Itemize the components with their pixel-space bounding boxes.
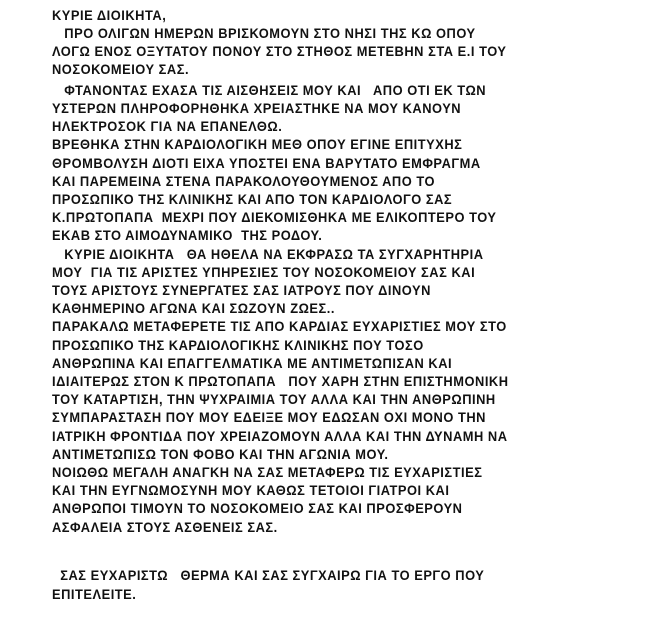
letter-line: ΑΝΘΡΩΠΟΙ ΤΙΜΟΥΝ ΤΟ ΝΟΣΟΚΟΜΕΙΟ ΣΑΣ ΚΑΙ ΠΡΟΣΦΕΡΟΥΝ <box>52 501 463 516</box>
letter-line: ΤΟΥΣ ΑΡΙΣΤΟΥΣ ΣΥΝΕΡΓΑΤΕΣ ΣΑΣ ΙΑΤΡΟΥΣ ΠΟΥ ΔΙΝΟΥΝ <box>52 283 431 298</box>
letter-line: ΛΟΓΩ ΕΝΟΣ ΟΞΥΤΑΤΟΥ ΠΟΝΟΥ ΣΤΟ ΣΤΗΘΟΣ ΜΕΤΕΒΗΝ ΣΤΑ Ε.Ι ΤΟΥ <box>52 44 507 59</box>
letter-line: ΦΤΑΝΟΝΤΑΣ ΕΧΑΣΑ ΤΙΣ ΑΙΣΘΗΣΕΙΣ ΜΟΥ ΚΑΙ ΑΠΟ ΟΤΙ ΕΚ ΤΩΝ <box>52 83 487 98</box>
letter-line: ΚΑΙ ΤΗΝ ΕΥΓΝΩΜΟΣΥΝΗ ΜΟΥ ΚΑΘΩΣ ΤΕΤΟΙΟΙ ΓΙΑΤΡΟΙ ΚΑΙ <box>52 483 450 498</box>
letter-closing: ΣΑΣ ΕΥΧΑΡΙΣΤΩ ΘΕΡΜΑ ΚΑΙ ΣΑΣ ΣΥΓΧΑΙΡΩ ΓΙΑ ΤΟ ΕΡΓΟ ΠΟΥ <box>52 568 485 583</box>
letter-line: ΗΛΕΚΤΡΟΣΟΚ ΓΙΑ ΝΑ ΕΠΑΝΕΛΘΩ. <box>52 119 283 134</box>
letter-line: ΒΡΕΘΗΚΑ ΣΤΗΝ ΚΑΡΔΙΟΛΟΓΙΚΗ ΜΕΘ ΟΠΟΥ ΕΓΙΝΕ ΕΠΙΤΥΧΗΣ <box>52 137 463 152</box>
letter-line: ΑΣΦΑΛΕΙΑ ΣΤΟΥΣ ΑΣΘΕΝΕΙΣ ΣΑΣ. <box>52 520 278 535</box>
letter-line: ΜΟΥ ΓΙΑ ΤΙΣ ΑΡΙΣΤΕΣ ΥΠΗΡΕΣΙΕΣ ΤΟΥ ΝΟΣΟΚΟΜΕΙΟΥ ΣΑΣ ΚΑΙ <box>52 265 476 280</box>
letter-line: ΠΡΟΣΩΠΙΚΟ ΤΗΣ ΚΛΙΝΙΚΗΣ ΚΑΙ ΑΠΟ ΤΟΝ ΚΑΡΔΙΟΛΟΓΟ ΣΑΣ <box>52 192 453 207</box>
letter-line: ΥΣΤΕΡΩΝ ΠΛΗΡΟΦΟΡΗΘΗΚΑ ΧΡΕΙΑΣΤΗΚΕ ΝΑ ΜΟΥ ΚΑΝΟΥΝ <box>52 101 462 116</box>
letter-line: ΠΑΡΑΚΑΛΩ ΜΕΤΑΦΕΡΕΤΕ ΤΙΣ ΑΠΟ ΚΑΡΔΙΑΣ ΕΥΧΑΡΙΣΤΙΕΣ ΜΟΥ ΣΤΟ <box>52 319 507 334</box>
letter-line: ΑΝΤΙΜΕΤΩΠΙΣΩ ΤΟΝ ΦΟΒΟ ΚΑΙ ΤΗΝ ΑΓΩΝΙΑ ΜΟΥ. <box>52 447 389 462</box>
letter-line: ΠΡΟΣΩΠΙΚΟ ΤΗΣ ΚΑΡΔΙΟΛΟΓΙΚΗΣ ΚΛΙΝΙΚΗΣ ΠΟΥ ΤΟΣΟ <box>52 338 424 353</box>
letter-line: ΙΑΤΡΙΚΗ ΦΡΟΝΤΙΔΑ ΠΟΥ ΧΡΕΙΑΖΟΜΟΥΝ ΑΛΛΑ ΚΑΙ ΤΗΝ ΔΥΝΑΜΗ ΝΑ <box>52 429 508 444</box>
letter-line: ΚΑΘΗΜΕΡΙΝΟ ΑΓΩΝΑ ΚΑΙ ΣΩΖΟΥΝ ΖΩΕΣ.. <box>52 301 335 316</box>
letter-closing: ΕΠΙΤΕΛΕΙΤΕ. <box>52 587 137 602</box>
letter-line: ΣΥΜΠΑΡΑΣΤΑΣΗ ΠΟΥ ΜΟΥ ΕΔΕΙΞΕ ΜΟΥ ΕΔΩΣΑΝ ΟΧΙ ΜΟΝΟ ΤΗΝ <box>52 410 486 425</box>
letter-line: ΝΟΙΩΘΩ ΜΕΓΑΛΗ ΑΝΑΓΚΗ ΝΑ ΣΑΣ ΜΕΤΑΦΕΡΩ ΤΙΣ ΕΥΧΑΡΙΣΤΙΕΣ <box>52 465 483 480</box>
letter-line: ΑΝΘΡΩΠΙΝΑ ΚΑΙ ΕΠΑΓΓΕΛΜΑΤΙΚΑ ΜΕ ΑΝΤΙΜΕΤΩΠΙΣΑΝ ΚΑΙ <box>52 356 453 371</box>
letter-line: ΠΡΟ ΟΛΙΓΩΝ ΗΜΕΡΩΝ ΒΡΙΣΚΟΜΟΥΝ ΣΤΟ ΝΗΣΙ ΤΗΣ ΚΩ ΟΠΟΥ <box>52 26 476 41</box>
letter-line: ΝΟΣΟΚΟΜΕΙΟΥ ΣΑΣ. <box>52 62 190 77</box>
letter-line: ΚΑΙ ΠΑΡΕΜΕΙΝΑ ΣΤΕΝΑ ΠΑΡΑΚΟΛΟΥΘΟΥΜΕΝΟΣ ΑΠΟ ΤΟ <box>52 174 436 189</box>
letter-line: Κ.ΠΡΩΤΟΠΑΠΑ ΜΕΧΡΙ ΠΟΥ ΔΙΕΚΟΜΙΣΘΗΚΑ ΜΕ ΕΛΙΚΟΠΤΕΡΟ ΤΟΥ <box>52 210 497 225</box>
letter-line: ΕΚΑΒ ΣΤΟ ΑΙΜΟΔΥΝΑΜΙΚΟ ΤΗΣ ΡΟΔΟΥ. <box>52 228 323 243</box>
letter-line: ΙΔΙΑΙΤΕΡΩΣ ΣΤΟΝ Κ ΠΡΩΤΟΠΑΠΑ ΠΟΥ ΧΑΡΗ ΣΤΗΝ ΕΠΙΣΤΗΜΟΝΙΚΗ <box>52 374 509 389</box>
letter-line: ΘΡΟΜΒΟΛΥΣΗ ΔΙΟΤΙ ΕΙΧΑ ΥΠΟΣΤΕΙ ΕΝΑ ΒΑΡΥΤΑΤΟ ΕΜΦΡΑΓΜΑ <box>52 156 481 171</box>
letter-line: ΚΥΡΙΕ ΔΙΟΙΚΗΤΑ ΘΑ ΗΘΕΛΑ ΝΑ ΕΚΦΡΑΣΩ ΤΑ ΣΥΓΧΑΡΗΤΗΡΙΑ <box>52 247 484 262</box>
letter-line: ΤΟΥ ΚΑΤΑΡΤΙΣΗ, ΤΗΝ ΨΥΧΡΑΙΜΙΑ ΤΟΥ ΑΛΛΑ ΚΑΙ ΤΗΝ ΑΝΘΡΩΠΙΝΗ <box>52 392 496 407</box>
letter-salutation: ΚΥΡΙΕ ΔΙΟΙΚΗΤΑ, <box>52 8 167 23</box>
